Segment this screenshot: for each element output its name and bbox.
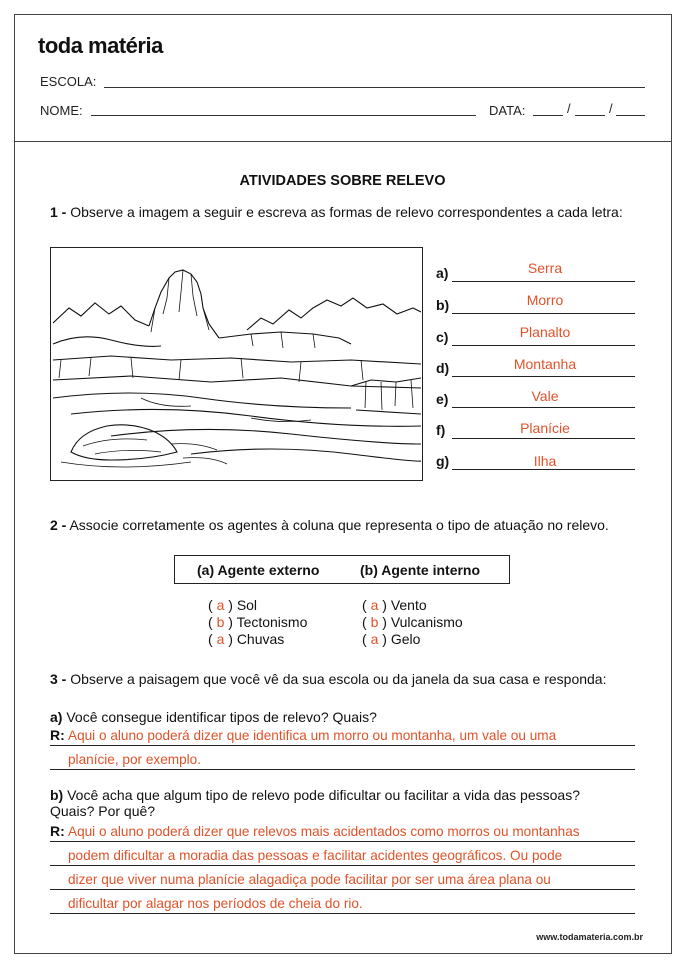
association-label: Chuvas (236, 631, 285, 647)
option-a-external: (a) Agente externo (197, 562, 320, 578)
association-answer[interactable]: b (370, 614, 379, 630)
name-field-line[interactable] (91, 115, 476, 116)
answer-e-line[interactable] (452, 407, 635, 408)
answer-c-line[interactable] (452, 345, 635, 346)
association-right-column (362, 597, 463, 648)
question-3-prompt: Observe a paisagem que você vê da sua escola ou da janela da sua casa e responda: (70, 671, 607, 687)
answer-a-letter: a) (436, 265, 449, 281)
question-1-number: 1 - (50, 204, 67, 220)
header-divider (14, 141, 672, 142)
question-3b-text (50, 787, 650, 804)
question-3a-r-label: R: (50, 727, 65, 743)
question-3b-answer-rule[interactable] (50, 889, 635, 890)
question-1-prompt: Observe a imagem a seguir e escreva as formas de relevo correspondentes a cada letra: (70, 204, 623, 220)
name-label: NOME: (40, 103, 83, 118)
question-3b-answer-line-1: Aqui o aluno poderá dizer que relevos mais acidentados como morros ou montanhas (68, 824, 580, 839)
relief-landscape-illustration (50, 247, 423, 481)
association-answer[interactable]: b (216, 614, 225, 630)
answer-d-text: Montanha (513, 356, 577, 372)
question-2-text (50, 517, 650, 534)
answer-c-letter: c) (436, 329, 449, 345)
answer-b-letter: b) (436, 297, 450, 313)
question-3a-answer-rule[interactable] (50, 745, 635, 746)
answer-d-line[interactable] (452, 376, 635, 377)
association-left-column (208, 597, 307, 648)
answer-e-text: Vale (531, 388, 559, 404)
question-3b-answer-line-3: dizer que viver numa planície alagadiça pode facilitar por ser uma área plana ou (68, 872, 551, 887)
question-3b-prompt-2: Quais? Por quê? (50, 803, 156, 819)
question-3b-prompt: Você acha que algum tipo de relevo pode dificultar ou facilitar a vida das pessoas? (67, 787, 580, 803)
date-day-line[interactable] (533, 115, 563, 116)
question-3b-answer-rule[interactable] (50, 865, 635, 866)
association-label: Vento (390, 597, 427, 613)
question-3a-text (50, 709, 377, 726)
question-3b-answer-rule[interactable] (50, 841, 635, 842)
answer-b-line[interactable] (452, 313, 635, 314)
question-3b-label: b) (50, 787, 64, 803)
question-2-number: 2 - (50, 517, 67, 533)
answer-d-letter: d) (436, 360, 450, 376)
brand-logo: toda matéria (38, 33, 163, 58)
agent-legend-box (174, 555, 510, 584)
website-footer[interactable]: www.todamateria.com.br (536, 932, 643, 942)
date-label: DATA: (489, 103, 526, 118)
association-item: ( a ) Vento (362, 597, 427, 613)
question-3a-answer-rule[interactable] (50, 769, 635, 770)
association-item: ( a ) Gelo (362, 631, 421, 647)
question-3-text (50, 671, 650, 688)
date-month-line[interactable] (575, 115, 605, 116)
question-3b-answer-rule[interactable] (50, 913, 635, 914)
question-2-prompt: Associe corretamente os agentes à coluna que representa o tipo de atuação no relevo. (69, 517, 609, 533)
answer-b-text: Morro (526, 292, 564, 308)
answer-f-line[interactable] (452, 438, 635, 439)
question-3a-answer-line-2: planície, por exemplo. (68, 752, 201, 767)
page-title: ATIVIDADES SOBRE RELEVO (239, 173, 446, 189)
answer-f-text: Planície (520, 420, 570, 436)
answer-g-text: Ilha (533, 453, 557, 469)
school-label: ESCOLA: (40, 74, 97, 89)
question-3a-prompt: Você consegue identificar tipos de relevo? Quais? (66, 709, 377, 725)
answer-g-line[interactable] (452, 469, 635, 470)
association-label: Sol (236, 597, 258, 613)
association-label: Tectonismo (236, 614, 308, 630)
association-item: ( a ) Chuvas (208, 631, 285, 647)
question-3b-r-label: R: (50, 823, 65, 839)
answer-g-letter: g) (436, 453, 450, 469)
date-separator: / (609, 101, 613, 116)
association-answer[interactable]: a (216, 597, 225, 613)
answer-a-line[interactable] (452, 281, 635, 282)
date-year-line[interactable] (616, 115, 645, 116)
association-answer[interactable]: a (216, 631, 225, 647)
association-item: ( b ) Vulcanismo (362, 614, 463, 630)
question-3b-answer-line-4: dificultar por alagar nos períodos de cheia do rio. (68, 896, 363, 911)
option-b-internal: (b) Agente interno (360, 562, 481, 578)
answer-a-text: Serra (527, 260, 563, 276)
question-1-text (50, 204, 650, 221)
question-3a-label: a) (50, 709, 63, 725)
answer-e-letter: e) (436, 391, 449, 407)
association-label: Gelo (390, 631, 421, 647)
date-separator: / (567, 101, 571, 116)
answer-c-text: Planalto (519, 324, 571, 340)
school-field-line[interactable] (104, 87, 645, 88)
association-item: ( a ) Sol (208, 597, 258, 613)
question-3a-answer-line-1: Aqui o aluno poderá dizer que identifica um morro ou montanha, um vale ou uma (68, 728, 557, 743)
answer-f-letter: f) (436, 422, 446, 438)
association-item: ( b ) Tectonismo (208, 614, 308, 630)
association-answer[interactable]: a (370, 631, 379, 647)
question-3-number: 3 - (50, 671, 67, 687)
question-3b-answer-line-2: podem dificultar a moradia das pessoas e facilitar acidentes geográficos. Ou pode (68, 848, 563, 863)
association-answer[interactable]: a (370, 597, 379, 613)
association-label: Vulcanismo (390, 614, 463, 630)
